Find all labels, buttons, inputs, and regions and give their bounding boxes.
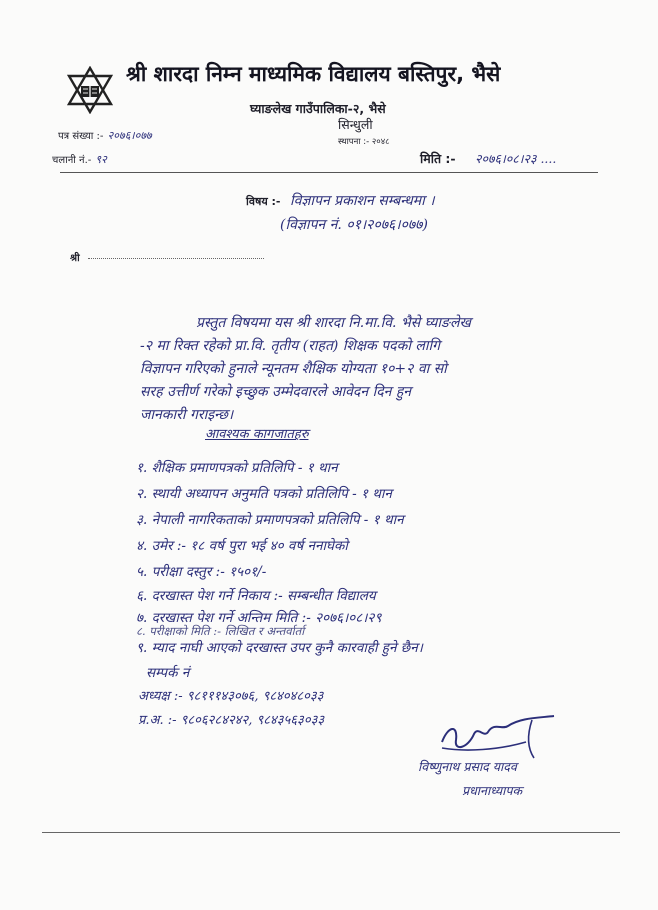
body-line: -२ मा रिक्त रहेको प्रा.वि. तृतीय (राहत) शिक्षक पदको लागि <box>140 338 441 354</box>
subject-value: विज्ञापन प्रकाशन सम्बन्धमा । <box>290 193 435 209</box>
body-line: सरह उत्तीर्ण गरेको इच्छुक उम्मेदवारले आवेदन दिन हुन <box>140 384 412 400</box>
body-line: जानकारी गराइन्छ। <box>140 407 234 423</box>
dispatch-number <box>52 152 107 167</box>
school-name: श्री शारदा निम्न माध्यमिक विद्यालय बस्तिपुर, भैसे <box>126 62 501 86</box>
footer-divider <box>42 832 620 833</box>
requirement-item: ८. परीक्षाको मिति :- लिखित र अन्तर्वार्ता <box>136 624 305 638</box>
chairperson-phone: अध्यक्ष :- ९८१११४३०७६, ९८४०४८०३३ <box>138 689 324 704</box>
body-paragraph <box>140 312 622 427</box>
date-value: २०७६।०८।२३ .... <box>475 151 557 166</box>
requirement-item: ९. म्याद नाघी आएको दरखास्त उपर कुनै कारवाही हुने छैन। <box>136 640 423 656</box>
recipient-blank-line <box>88 258 264 259</box>
salutation: श्री <box>70 253 80 264</box>
reference-value: २०७६।०७७ <box>107 129 152 142</box>
reference-number <box>58 128 152 143</box>
body-line: विज्ञापन गरिएको हुनाले न्यूनतम शैक्षिक योग्यता १०+२ वा सो <box>140 361 447 377</box>
subject-label: विषय :- <box>246 195 281 208</box>
district-line: सिन्धुली <box>338 117 373 132</box>
municipality-line: घ्याङलेख गाउँपालिका-२, भैसे <box>250 101 386 116</box>
signatory-name: विष्णुनाथ प्रसाद यादव <box>418 759 517 774</box>
reference-label: पत्र संख्या :- <box>58 131 104 142</box>
requirement-item: ३. नेपाली नागरिकताको प्रमाणपत्रको प्रतिलिपि - १ थान <box>136 512 404 528</box>
requirement-item: ७. दरखास्त पेश गर्ने अन्तिम मिति :- २०७६।०८।२९ <box>136 610 382 626</box>
signatory-title: प्रधानाध्यापक <box>462 783 523 798</box>
dispatch-value: ९२ <box>95 153 107 166</box>
requirement-item: २. स्थायी अध्यापन अनुमति पत्रको प्रतिलिपि - १ थान <box>136 486 392 502</box>
dispatch-label: चलानी नं.- <box>52 155 92 166</box>
signature-mark <box>436 712 558 762</box>
requirement-item: १. शैक्षिक प्रमाणपत्रको प्रतिलिपि - १ थान <box>136 460 338 476</box>
school-emblem-icon <box>66 66 114 114</box>
requirement-item: ४. उमेर :- १८ वर्ष पुरा भई ४० वर्ष ननाघेको <box>136 538 348 554</box>
subject-reference: (विज्ञापन नं. ०१।२०७६।०७७) <box>280 217 428 233</box>
contact-heading: सम्पर्क नं <box>146 665 190 681</box>
requirements-heading: आवश्यक कागजातहरु <box>205 427 309 442</box>
date-label: मिति :- <box>420 151 456 166</box>
established-line: स्थापना :- २०४८ <box>338 137 390 147</box>
body-line: प्रस्तुत विषयमा यस श्री शारदा नि.मा.वि. भैसे घ्याङलेख <box>196 315 471 331</box>
requirement-item: ६. दरखास्त पेश गर्ने निकाय :- सम्बन्धीत विद्यालय <box>136 588 376 604</box>
requirement-item: ५. परीक्षा दस्तुर :- १५०१/- <box>136 564 267 580</box>
header-divider <box>60 172 598 173</box>
headmaster-phone: प्र.अ. :- ९८०६२८४२४२, ९८४३५६३०३३ <box>138 713 325 728</box>
